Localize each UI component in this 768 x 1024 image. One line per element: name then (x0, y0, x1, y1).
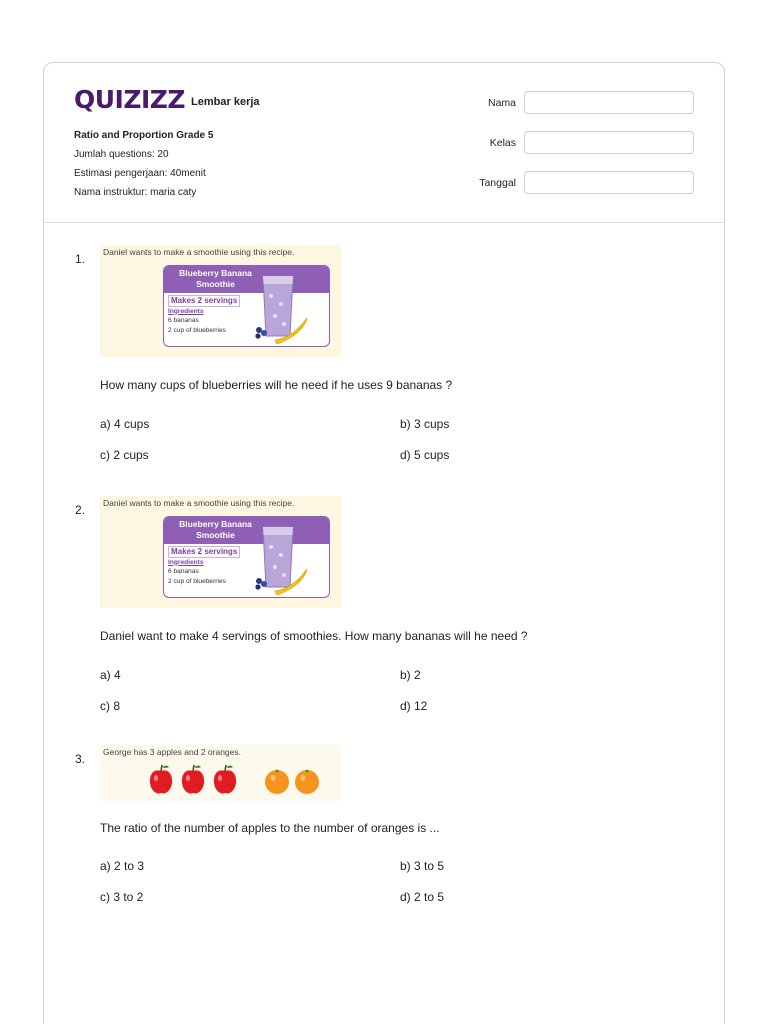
smoothie-glass-icon (253, 525, 311, 595)
worksheet-label: Lembar kerja (191, 95, 260, 108)
question-text: Daniel want to make 4 servings of smoothies. How many bananas will he need ? (100, 629, 528, 643)
recipe-ingredient: 2 cup of blueberries (168, 326, 226, 334)
apple-icon (214, 765, 236, 794)
question-number: 2. (75, 503, 86, 517)
class-field-row (456, 131, 694, 154)
option-a[interactable]: a) 4 (100, 668, 121, 682)
question-number: 1. (75, 252, 86, 266)
option-b[interactable]: b) 2 (400, 668, 421, 682)
recipe-ingredient: 2 cup of blueberries (168, 577, 226, 585)
recipe-title: Blueberry Banana Smoothie (179, 519, 252, 540)
smoothie-glass-icon (253, 274, 311, 344)
name-field[interactable] (524, 91, 694, 114)
option-d[interactable]: d) 12 (400, 699, 428, 713)
recipe-ingredients-label: Ingredients (168, 307, 204, 315)
date-label: Tanggal (479, 176, 516, 189)
recipe-image (100, 496, 341, 608)
recipe-ingredient: 6 bananas (168, 568, 199, 575)
option-c[interactable]: c) 8 (100, 699, 121, 713)
option-b[interactable]: b) 3 cups (400, 417, 450, 431)
image-caption: Daniel wants to make a smoothie using this recipe. (103, 247, 295, 257)
recipe-ingredient: 6 bananas (168, 317, 199, 324)
image-caption: Daniel wants to make a smoothie using this recipe. (103, 498, 295, 508)
time-estimate: Estimasi pengerjaan: 40menit (74, 168, 206, 179)
option-a[interactable]: a) 2 to 3 (100, 859, 145, 873)
worksheet (43, 62, 725, 1024)
name-label: Nama (487, 96, 516, 109)
recipe-title: Blueberry Banana Smoothie (179, 268, 252, 289)
orange-icon (265, 770, 289, 794)
option-d[interactable]: d) 5 cups (400, 448, 450, 462)
question-text: The ratio of the number of apples to the number of oranges is ... (100, 821, 440, 835)
apple-icon (182, 765, 204, 794)
recipe-body (168, 546, 240, 586)
worksheet-header (44, 63, 724, 223)
worksheet-title: Ratio and Proportion Grade 5 (74, 130, 214, 141)
option-d[interactable]: d) 2 to 5 (400, 890, 445, 904)
quizizz-logo: QUIZIZZ (74, 85, 186, 114)
option-c[interactable]: c) 2 cups (100, 448, 149, 462)
recipe-ingredients-label: Ingredients (168, 558, 204, 566)
recipe-image (100, 245, 341, 357)
question-text: How many cups of blueberries will he need if he uses 9 bananas ? (100, 378, 453, 392)
brand (74, 85, 260, 114)
worksheet-meta (74, 126, 213, 202)
orange-icon (295, 770, 319, 794)
recipe-card (163, 516, 330, 598)
question-count: Jumlah questions: 20 (74, 149, 169, 160)
question-number: 3. (75, 752, 86, 766)
date-field[interactable] (524, 171, 694, 194)
option-a[interactable]: a) 4 cups (100, 417, 150, 431)
option-c[interactable]: c) 3 to 2 (100, 890, 144, 904)
apple-icon (150, 765, 172, 794)
apples-oranges-icon (148, 763, 328, 797)
fruit-image (100, 745, 341, 801)
image-caption: George has 3 apples and 2 oranges. (103, 747, 241, 757)
option-b[interactable]: b) 3 to 5 (400, 859, 445, 873)
class-field[interactable] (524, 131, 694, 154)
date-field-row (456, 171, 694, 194)
recipe-body (168, 295, 240, 335)
recipe-servings: Makes 2 servings (168, 295, 240, 307)
recipe-servings: Makes 2 servings (168, 546, 240, 558)
instructor-name: Nama instruktur: maria caty (74, 187, 197, 198)
class-label: Kelas (489, 136, 516, 149)
name-field-row (456, 91, 694, 114)
recipe-card (163, 265, 330, 347)
